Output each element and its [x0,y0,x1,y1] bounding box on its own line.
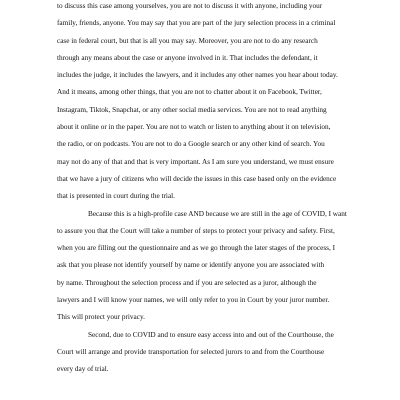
text-line: about it online or in the paper. You are not to watch or listen to anything about it on television, [57,123,331,132]
text-line: by name. Throughout the selection process and if you are selected as a juror, although the [57,278,317,287]
text-line: lawyers and I will know your names, we will only refer to you in Court by your juror number. [57,296,330,305]
text-line: the radio, or on podcasts. You are not to do a Google search or any other kind of search. You [57,140,325,149]
text-line: case in federal court, but that is all you may say. Moreover, you are not to do any research [57,36,318,45]
text-line: every day of trial. [57,365,109,374]
text-line: may not do any of that and that is very important. As I am sure you understand, we must ensure [57,157,334,166]
text-line: to assure you that the Court will take a number of steps to protect your privacy and safety. First, [57,226,335,235]
text-line: that we have a jury of citizens who will decide the issues in this case based only on the evidence [57,174,337,183]
text-line: when you are filling out the questionnaire and as we go through the later stages of the process, I [57,244,336,253]
text-line: Instagram, Tiktok, Snapchat, or any other social media services. You are not to read anything [57,105,327,114]
text-line: Because this is a high-profile case AND because we are still in the age of COVID, I want [88,209,347,218]
text-line: includes the judge, it includes the lawyers, and it includes any other names you hear about today. [57,71,338,80]
text-line: Second, due to COVID and to ensure easy access into and out of the Courthouse, the [88,330,334,339]
text-line: through any means about the case or anyone involved in it. That includes the defendant, it [57,53,318,62]
text-line: This will protect your privacy. [57,313,145,322]
text-line: that is presented in court during the trial. [57,192,175,201]
text-line: And it means, among other things, that you are not to chatter about it on Facebook, Twitter, [57,88,322,97]
text-line: to discuss this case among yourselves, you are not to discuss it with anyone, including your [57,2,323,10]
text-line: Court will arrange and provide transportation for selected jurors to and from the Courthouse [57,347,325,356]
document-body [57,0,375,379]
text-line: family, friends, anyone. You may say that you are part of the jury selection process in a criminal [57,19,336,28]
text-line: ask that you please not identify yourself by name or identify anyone you are associated with [57,261,325,270]
